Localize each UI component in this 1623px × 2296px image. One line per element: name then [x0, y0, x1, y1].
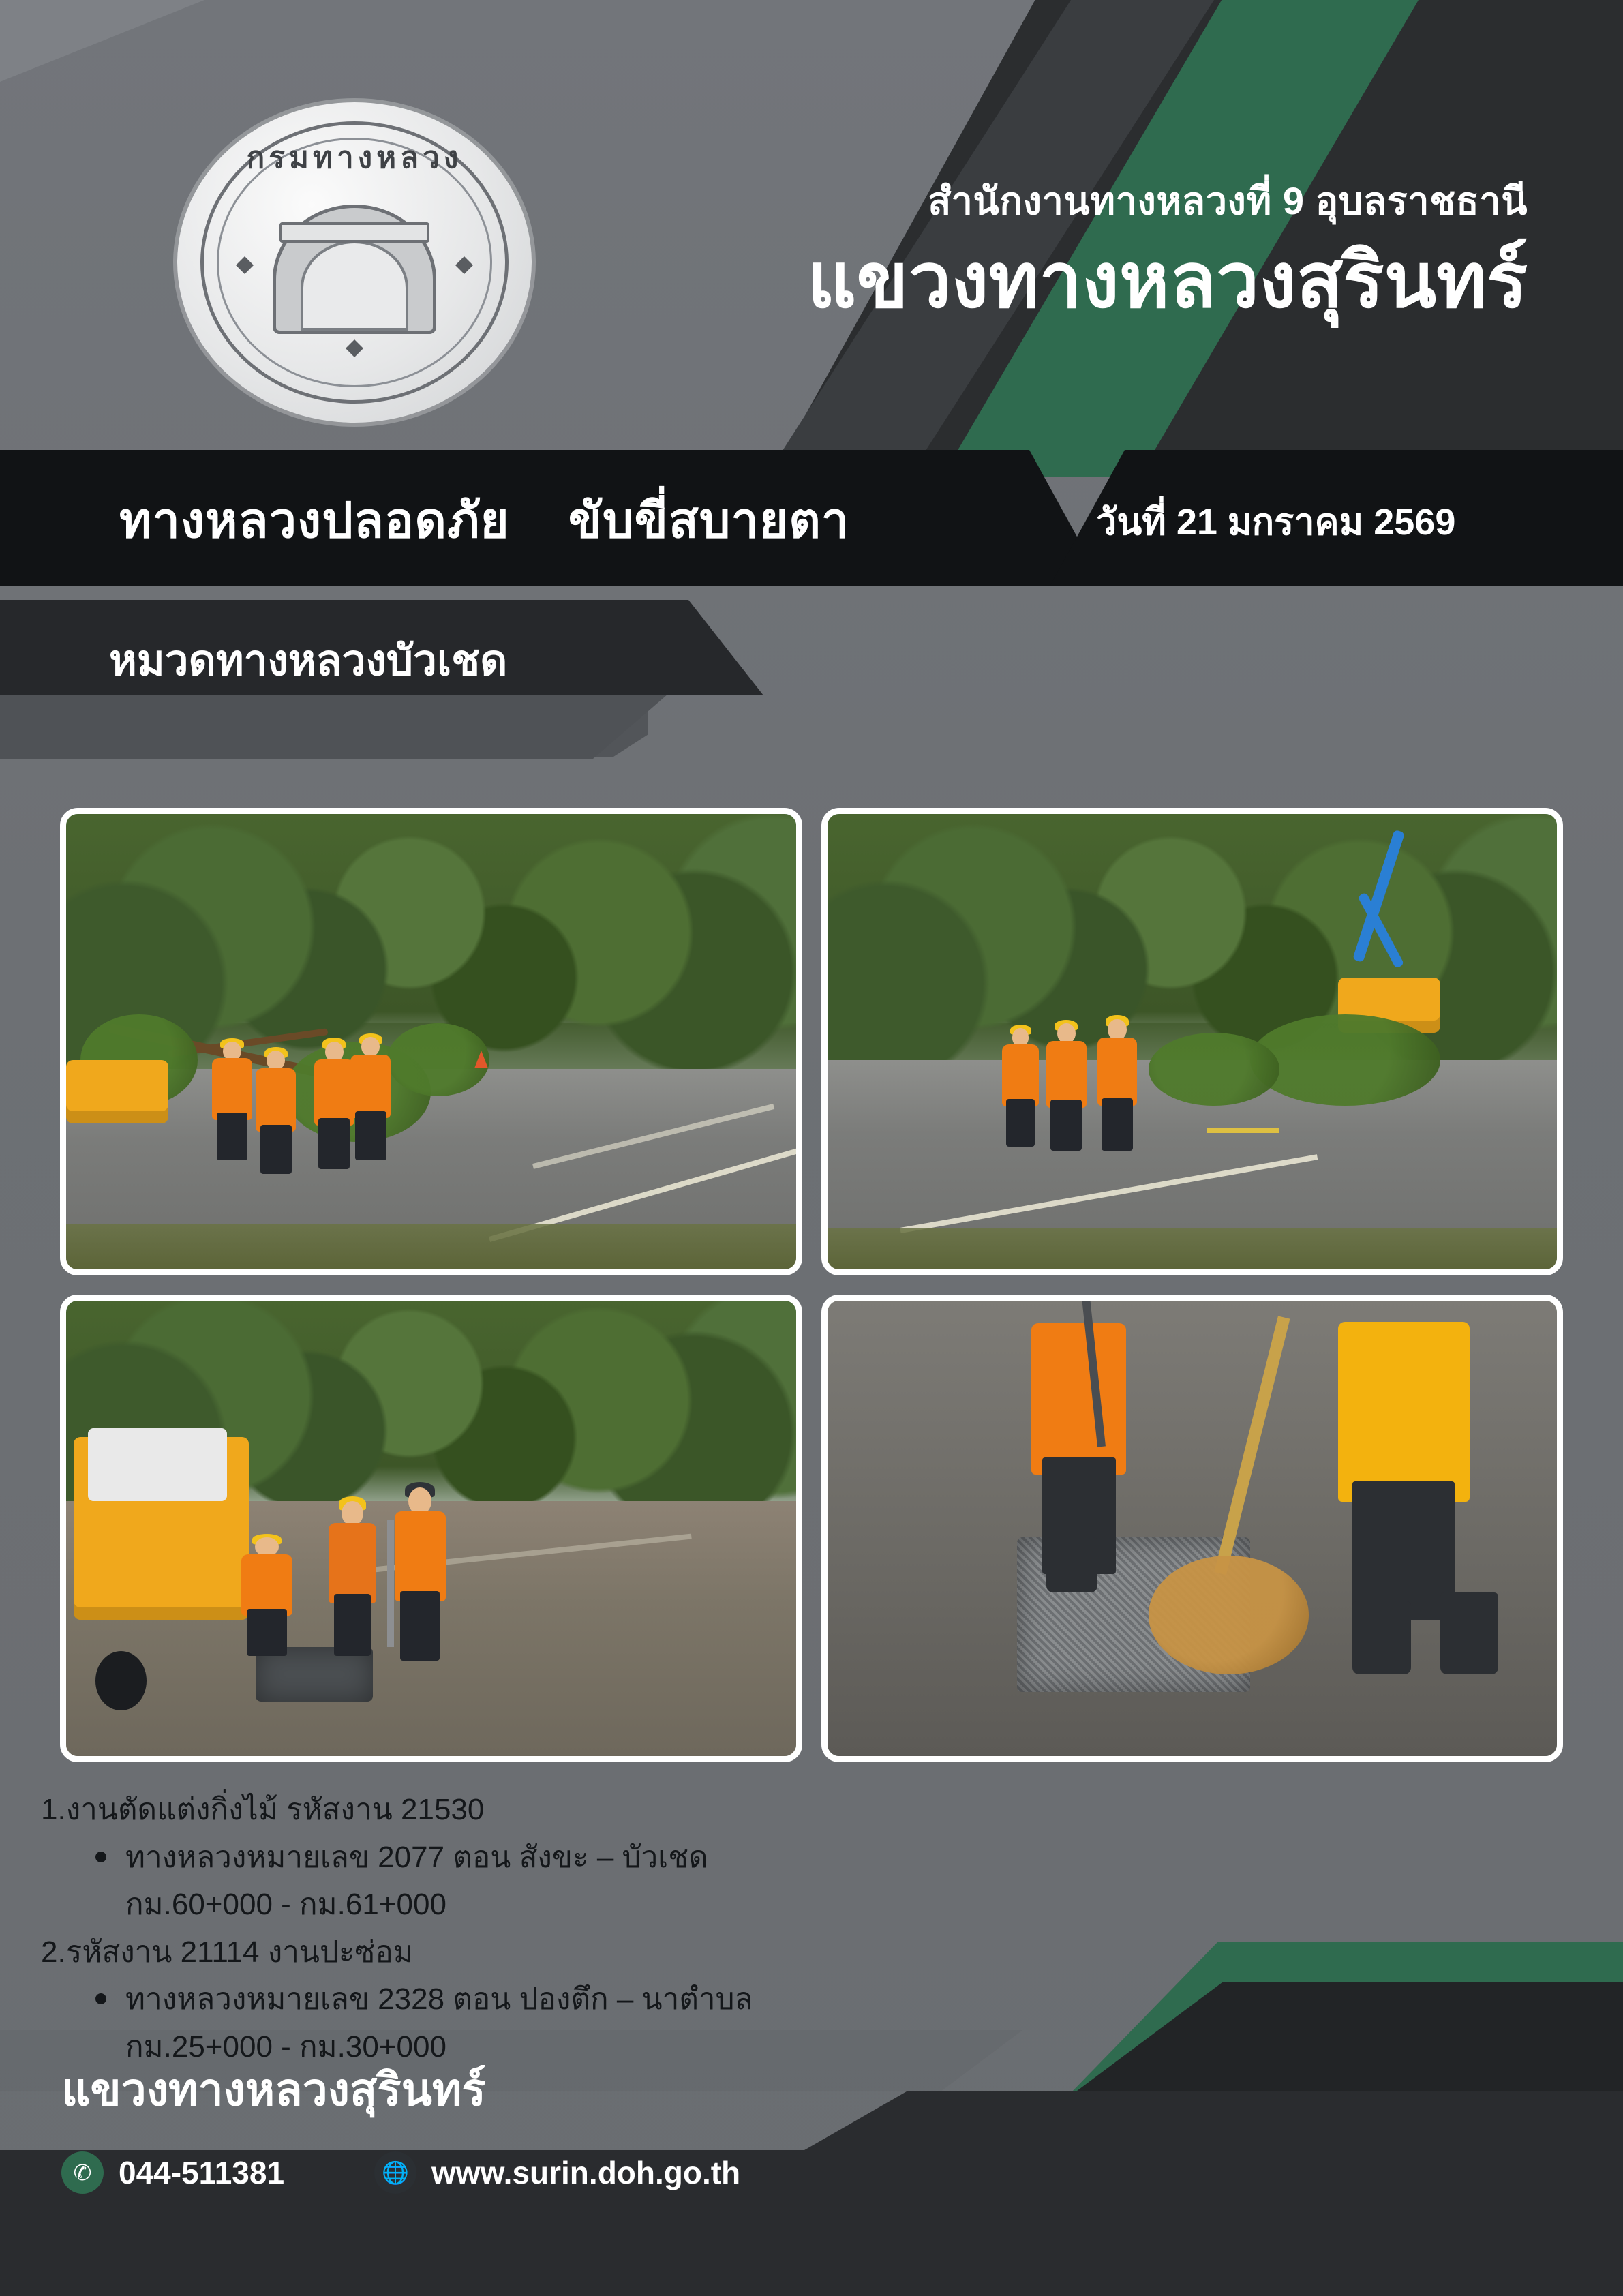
- worklist-bullet-text-2: ทางหลวงหมายเลข 2328 ตอน ปองตึก – นาตำบล: [125, 1982, 753, 2016]
- slogan-text: [119, 481, 849, 559]
- bullet-dot-icon: [95, 1993, 106, 2004]
- worker-figure: [395, 1487, 446, 1661]
- section-label: หมวดทางหลวงบัวเชด: [109, 637, 508, 684]
- slogan-left: ทางหลวงปลอดภัย: [119, 494, 510, 548]
- worker-figure: [256, 1051, 296, 1173]
- worker-figure: [1097, 1019, 1138, 1151]
- worklist-bullet-text: ทางหลวงหมายเลข 2077 ตอน สังขะ – บัวเชด: [125, 1840, 708, 1874]
- header-corner-accent: [0, 0, 204, 82]
- worker-figure: [212, 1042, 252, 1160]
- worker-figure: [1031, 1301, 1126, 1574]
- date-label: วันที่ 21 มกราคม 2569: [1096, 502, 1456, 543]
- worklist-detail: กม.60+000 - กม.61+000: [125, 1888, 446, 1922]
- office-line: สำนักงานทางหลวงที่ 9 อุบลราชธานี: [928, 179, 1528, 222]
- bullet-dot-icon: [95, 1852, 106, 1862]
- worklist-heading: 1.งานตัดแต่งกิ่งไม้ รหัสงาน 21530: [41, 1793, 485, 1826]
- worklist-detail-2: กม.25+000 - กม.30+000: [125, 2029, 446, 2064]
- worker-figure: [1338, 1301, 1470, 1620]
- header-titles: [807, 170, 1528, 321]
- photo-tree-trimming-1: [60, 808, 802, 1275]
- footer-org-title: แขวงทางหลวงสุรินทร์: [61, 2064, 486, 2115]
- phone-icon: ✆: [61, 2151, 104, 2194]
- photo-pothole-sweeping: [821, 1295, 1564, 1762]
- pickup-truck: [66, 1060, 168, 1124]
- broom-bristles: [1149, 1556, 1309, 1674]
- worklist-heading-2: 2.รหัสงาน 21114 งานปะซ่อม: [41, 1935, 413, 1969]
- footer-contact-row: [61, 2151, 740, 2194]
- footer-website[interactable]: [374, 2151, 740, 2194]
- org-title: แขวงทางหลวงสุรินทร์: [807, 238, 1528, 323]
- doh-logo: [177, 102, 532, 423]
- photo-grid: [60, 808, 1563, 1762]
- worker-figure: [350, 1037, 391, 1160]
- sub-banner-underlay: [0, 694, 668, 759]
- worker-figure: [329, 1501, 376, 1656]
- slogan-right: ขับขี่สบายตา: [568, 494, 850, 548]
- footer-website-text: www.surin.doh.go.th: [431, 2155, 741, 2190]
- logo-top-label: กรมทางหลวง: [246, 141, 463, 175]
- worklist-bullet: [95, 1834, 1404, 1882]
- footer-phone[interactable]: [61, 2151, 284, 2194]
- worklist: [41, 1786, 1404, 2070]
- worker-figure: [1046, 1023, 1087, 1151]
- logo-arch-inner-shape: [301, 241, 408, 331]
- worklist-bullet-2: [95, 1976, 1404, 2023]
- logo-bar-shape: [279, 222, 429, 243]
- photo-pothole-patching-truck: [60, 1295, 802, 1762]
- footer-phone-text: 044-511381: [119, 2155, 285, 2190]
- worker-figure: [241, 1537, 292, 1656]
- worker-figure: [1002, 1028, 1039, 1147]
- worker-figure: [314, 1042, 354, 1169]
- photo-tree-trimming-crane: [821, 808, 1564, 1275]
- globe-icon: 🌐: [374, 2151, 416, 2194]
